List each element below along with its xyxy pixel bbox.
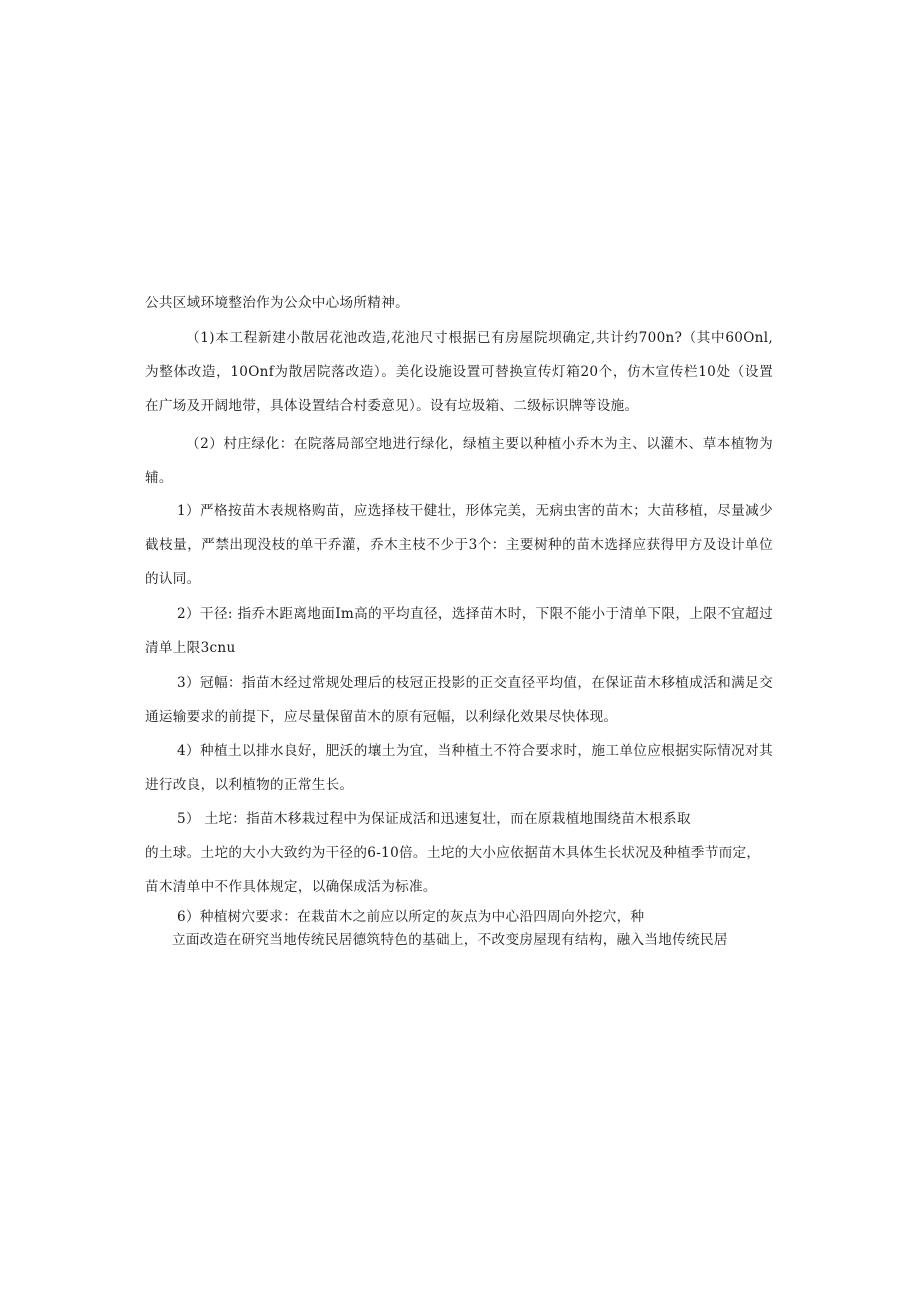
item-5-line-1: 5） 土坨：指苗木移栽过程中为保证成活和迅速复壮，而在原栽植地围绕苗木根系取 [177,811,691,827]
item-5-line-2: 的土球。土坨的大小大致约为干径的6-10倍。土坨的大小应依据苗木具体生长状况及种植季节而定， [145,845,761,861]
facade-renovation-line: 立面改造在研究当地传统民居德筑特色的基础上，不改变房屋现有结构，融入当地传统民居 [172,932,728,948]
item-4-planting-soil: 4）种植土以排水良好，肥沃的壤土为宜，当种植土不符合要求时，施工单位应根据实际情况对其进行改良，以利植物的正常生长。 [145,743,773,793]
item-3-crown-width: 3）冠幅：指苗木经过常规处理后的枝冠正投影的正交直径平均值，在保证苗木移植成活和满足交通运输要求的前提下，应尽量保留苗木的原有冠幅，以利绿化效果尽快体现。 [145,675,773,725]
item-1-seedling-purchase: 1）严格按苗木表规格购苗，应选择枝干健壮，形体完美，无病虫害的苗木；大苗移植，尽量减少截枝量，严禁出现没枝的单干乔灌，乔木主枝不少于3个：主要树种的苗木选择应获得甲方及设计单位的认同。 [145,503,773,587]
paragraph-1-facilities: （1)本工程新建小散居花池改造,花池尺寸根据已有房屋院坝确定,共计约700n?（其中60Onl,为整体改造，10Onf为散居院落改造）。美化设施设置可替换宣传灯箱20个，仿木宣传栏10处（设置在广场及开阔地带，具体设置结合村委意见）。设有垃圾箱、二级标识牌等设施。 [145,330,773,414]
item-5-soil-ball [145,802,773,904]
item-6-planting-pit: 6）种植树穴要求：在栽苗木之前应以所定的灰点为中心沿四周向外挖穴，种 [177,909,645,925]
paragraph-2-greening: （2）村庄绿化：在院落局部空地进行绿化，绿植主要以种植小乔木为主、以灌木、草本植物为辅。 [145,436,773,486]
item-5-line-3: 苗木清单中不作具体规定，以确保成活为标准。 [145,879,437,895]
intro-line: 公共区域环境整治作为公众中心场所精神。 [145,295,409,311]
item-2-trunk-diameter: 2）干径: 指乔木距离地面Im高的平均直径，选择苗木时，下限不能小于清单下限，上限不宜超过清单上限3cnu [145,606,773,656]
